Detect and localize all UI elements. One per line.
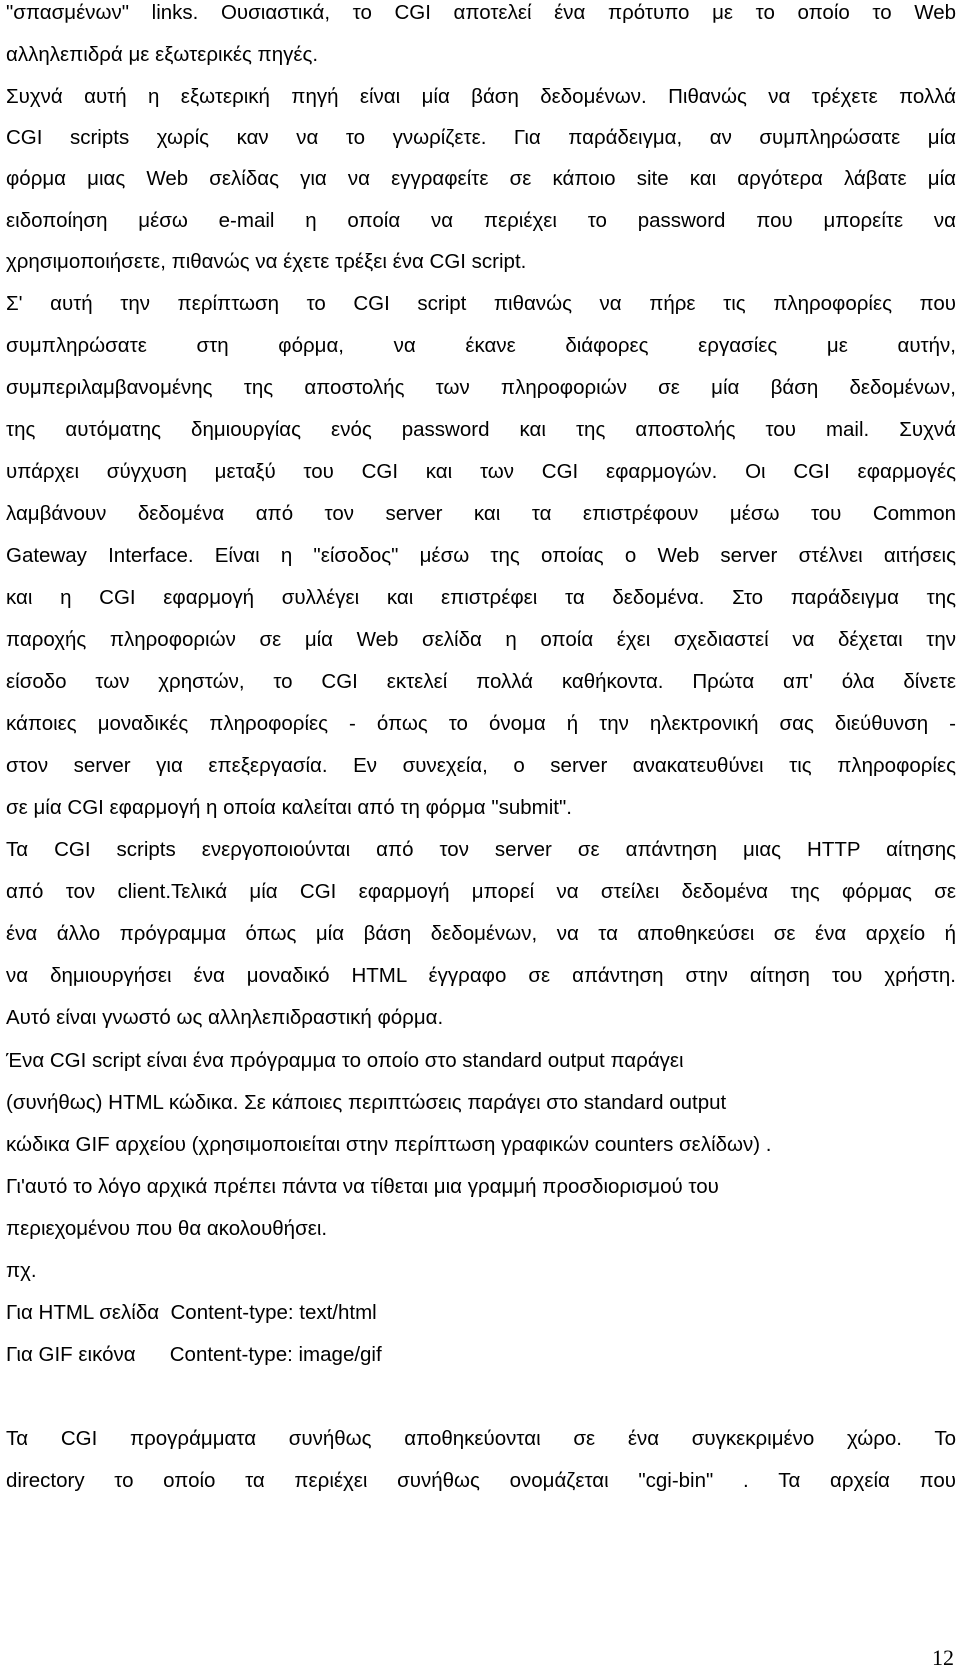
text-line: Συχνά αυτή η εξωτερική πηγή είναι μία βάση δεδομένων. Πιθανώς να τρέχετε πολλά xyxy=(6,85,956,108)
text-line: Gateway Interface. Είναι η "είσοδος" μέσω της οποίας ο Web server στέλνει αιτήσεις xyxy=(6,544,956,567)
text-line: να δημιουργήσει ένα μοναδικό HTML έγγραφο σε απάντηση στην αίτηση του χρήστη. xyxy=(6,964,956,987)
text-line: στον server για επεξεργασία. Εν συνεχεία, ο server ανακατευθύνει τις πληροφορίες xyxy=(6,754,956,777)
text-line: χρησιμοποιήσετε, πιθανώς να έχετε τρέξει ένα CGI script. xyxy=(6,250,527,273)
text-line: παροχής πληροφοριών σε μία Web σελίδα η οποία έχει σχεδιαστεί να δέχεται την xyxy=(6,628,956,651)
text-line: "σπασμένων" links. Ουσιαστικά, το CGI αποτελεί ένα πρότυπο με το οποίο το Web xyxy=(6,1,956,24)
text-line: κάποιες μοναδικές πληροφορίες - όπως το όνομα ή την ηλεκτρονική σας διεύθυνση - xyxy=(6,712,956,735)
text-line: περιεχομένου που θα ακολουθήσει. xyxy=(6,1217,328,1240)
text-line: Για GIF εικόνα Content-type: image/gif xyxy=(6,1343,382,1366)
text-line: είσοδο των χρηστών, το CGI εκτελεί πολλά καθήκοντα. Πρώτα απ' όλα δίνετε xyxy=(6,670,956,693)
text-line: σε μία CGI εφαρμογή η οποία καλείται από τη φόρμα "submit". xyxy=(6,796,572,819)
text-line: CGI scripts χωρίς καν να το γνωρίζετε. Για παράδειγμα, αν συμπληρώσατε μία xyxy=(6,126,956,149)
text-line: υπάρχει σύγχυση μεταξύ του CGI και των CGI εφαρμογών. Οι CGI εφαρμογές xyxy=(6,460,956,483)
text-line: φόρμα μιας Web σελίδας για να εγγραφείτε σε κάποιο site και αργότερα λάβατε μία xyxy=(6,167,956,190)
text-line: ειδοποίηση μέσω e-mail η οποία να περιέχει το password που μπορείτε να xyxy=(6,209,956,232)
text-line: λαμβάνουν δεδομένα από τον server και τα επιστρέφουν μέσω του Common xyxy=(6,502,956,525)
text-line: και η CGI εφαρμογή συλλέγει και επιστρέφει τα δεδομένα. Στο παράδειγμα της xyxy=(6,586,956,609)
text-line: συμπεριλαμβανομένης της αποστολής των πληροφοριών σε μία βάση δεδομένων, xyxy=(6,376,956,399)
text-line: Αυτό είναι γνωστό ως αλληλεπιδραστική φόρμα. xyxy=(6,1006,444,1029)
text-line: Για HTML σελίδα Content-type: text/html xyxy=(6,1301,377,1324)
text-line: από τον client.Τελικά μία CGI εφαρμογή μπορεί να στείλει δεδομένα της φόρμας σε xyxy=(6,880,956,903)
text-line: πχ. xyxy=(6,1259,37,1282)
text-line: Τα CGI scripts ενεργοποιούνται από τον server σε απάντηση μιας HTTP αίτησης xyxy=(6,838,956,861)
page-number: 12 xyxy=(932,1645,954,1670)
text-line: αλληλεπιδρά με εξωτερικές πηγές. xyxy=(6,43,319,66)
text-line: Ένα CGI script είναι ένα πρόγραμμα το οποίο στο standard output παράγει xyxy=(6,1049,684,1072)
text-line: κώδικα GIF αρχείου (χρησιμοποιείται στην περίπτωση γραφικών counters σελίδων) . xyxy=(6,1133,772,1156)
text-line: directory το οποίο τα περιέχει συνήθως ονομάζεται "cgi-bin" . Τα αρχεία που xyxy=(6,1469,956,1492)
text-line: ένα άλλο πρόγραμμα όπως μία βάση δεδομένων, να τα αποθηκεύσει σε ένα αρχείο ή xyxy=(6,922,956,945)
text-line: (συνήθως) HTML κώδικα. Σε κάποιες περιπτώσεις παράγει στο standard output xyxy=(6,1091,727,1114)
text-line: της αυτόματης δημιουργίας ενός password και της αποστολής του mail. Συχνά xyxy=(6,418,956,441)
text-line: συμπληρώσατε στη φόρμα, να έκανε διάφορες εργασίες με αυτήν, xyxy=(6,334,956,357)
text-line: Σ' αυτή την περίπτωση το CGI script πιθανώς να πήρε τις πληροφορίες που xyxy=(6,292,956,315)
text-line: Γι'αυτό το λόγο αρχικά πρέπει πάντα να τίθεται μια γραμμή προσδιορισμού του xyxy=(6,1175,719,1198)
text-line: Τα CGI προγράμματα συνήθως αποθηκεύονται σε ένα συγκεκριμένο χώρο. Το xyxy=(6,1427,956,1450)
